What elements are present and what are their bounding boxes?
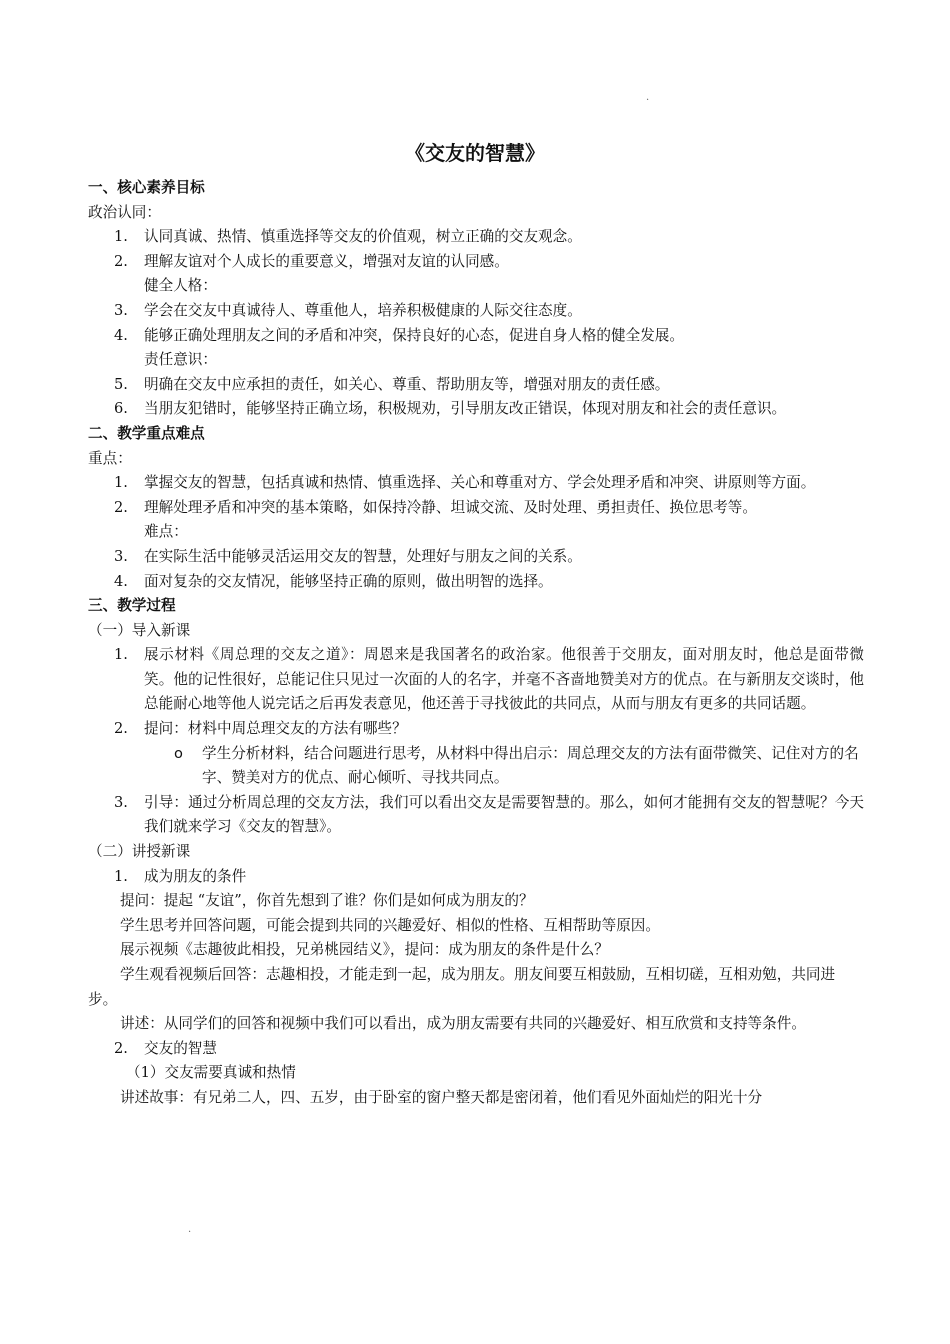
paragraph: 展示视频《志趣彼此相投，兄弟桃园结义》，提问：成为朋友的条件是什么？	[120, 941, 609, 959]
document-title: 《交友的智慧》	[405, 141, 545, 165]
paragraph: 提问：提起 “友谊”，你首先想到了谁？你们是如何成为朋友的？	[120, 892, 534, 910]
paragraph: 讲述：从同学们的回答和视频中我们可以看出，成为朋友需要有共同的兴趣爱好、相互欣赏和支持等条件。	[120, 1015, 806, 1033]
footer-dot: .	[188, 1224, 192, 1235]
list-item: 3. 在实际生活中能够灵活运用交友的智慧，处理好与朋友之间的关系。	[114, 547, 582, 565]
list-item: 2. 理解处理矛盾和冲突的基本策略，如保持冷静、坦诚交流、及时处理、勇担责任、换位思考等。	[114, 498, 757, 516]
header-dot: .	[646, 92, 650, 103]
paragraph: 学生观看视频后回答：志趣相投，才能走到一起，成为朋友。朋友间要互相鼓励，互相切磋，互相劝勉，共同进步。	[88, 966, 836, 1008]
section-heading-2: 二、教学重点难点	[88, 424, 205, 442]
paragraph: 学生思考并回答问题，可能会提到共同的兴趣爱好、相似的性格、互相帮助等原因。	[120, 916, 660, 934]
list-item: 1. 展示材料《周总理的交友之道》：周恩来是我国著名的政治家。他很善于交朋友，面对朋友时，他总是面带微笑。他的记性很好，总能记住只见过一次面的人的名字，并毫不吝啬地赞美对方的优点。在与新朋友交谈时，他总能耐心地等他人说完话之后再发表意见，他还善于寻找彼此的共同点，从而与朋友有更多的共同话题。	[114, 646, 864, 713]
bullet-item: o 学生分析材料，结合问题进行思考，从材料中得出启示：周总理交友的方法有面带微笑、记住对方的名字、赞美对方的优点、耐心倾听、寻找共同点。	[88, 742, 864, 791]
section-heading-3: 三、教学过程	[88, 597, 176, 615]
label-responsibility: 责任意识：	[144, 351, 217, 369]
bullet-icon: o	[174, 744, 183, 762]
list-item: 3. 引导：通过分析周总理的交友方法，我们可以看出交友是需要智慧的。那么，如何才能拥有交友的智慧呢？今天我们就来学习《交友的智慧》。	[114, 793, 864, 836]
subsection-teaching: （二）讲授新课	[88, 843, 191, 861]
list-item: 5. 明确在交友中应承担的责任，如关心、尊重、帮助朋友等，增强对朋友的责任感。	[114, 375, 670, 393]
list-item: 2. 交友的智慧	[114, 1039, 217, 1057]
label-personality: 健全人格：	[144, 277, 217, 295]
label-key-points: 重点：	[88, 449, 132, 467]
paragraph: 讲述故事：有兄弟二人，四、五岁，由于卧室的窗户整天都是密闭着，他们看见外面灿烂的阳光十分	[120, 1088, 763, 1106]
list-item: 6. 当朋友犯错时，能够坚持正确立场，积极规劝，引导朋友改正错误，体现对朋友和社会的责任意识。	[114, 400, 787, 418]
list-item: 4. 面对复杂的交友情况，能够坚持正确的原则，做出明智的选择。	[114, 572, 553, 590]
list-item: 3. 学会在交友中真诚待人、尊重他人，培养积极健康的人际交往态度。	[114, 301, 582, 319]
label-political: 政治认同：	[88, 203, 161, 221]
subheading: （1）交友需要真诚和热情	[126, 1064, 296, 1082]
list-item: 1. 成为朋友的条件	[114, 867, 247, 885]
list-item: 1. 认同真诚、热情、慎重选择等交友的价值观，树立正确的交友观念。	[114, 228, 582, 246]
subsection-intro: （一）导入新课	[88, 621, 191, 639]
section-heading-1: 一、核心素养目标	[88, 179, 205, 196]
list-item: 2. 提问：材料中周总理交友的方法有哪些？	[114, 720, 407, 738]
list-item: 2. 理解友谊对个人成长的重要意义，增强对友谊的认同感。	[114, 252, 509, 270]
list-item: 4. 能够正确处理朋友之间的矛盾和冲突，保持良好的心态，促进自身人格的健全发展。	[114, 326, 684, 344]
document-body	[88, 176, 864, 1111]
label-difficulties: 难点：	[144, 523, 188, 541]
list-item: 1. 掌握交友的智慧，包括真诚和热情、慎重选择、关心和尊重对方、学会处理矛盾和冲突、讲原则等方面。	[114, 474, 816, 492]
